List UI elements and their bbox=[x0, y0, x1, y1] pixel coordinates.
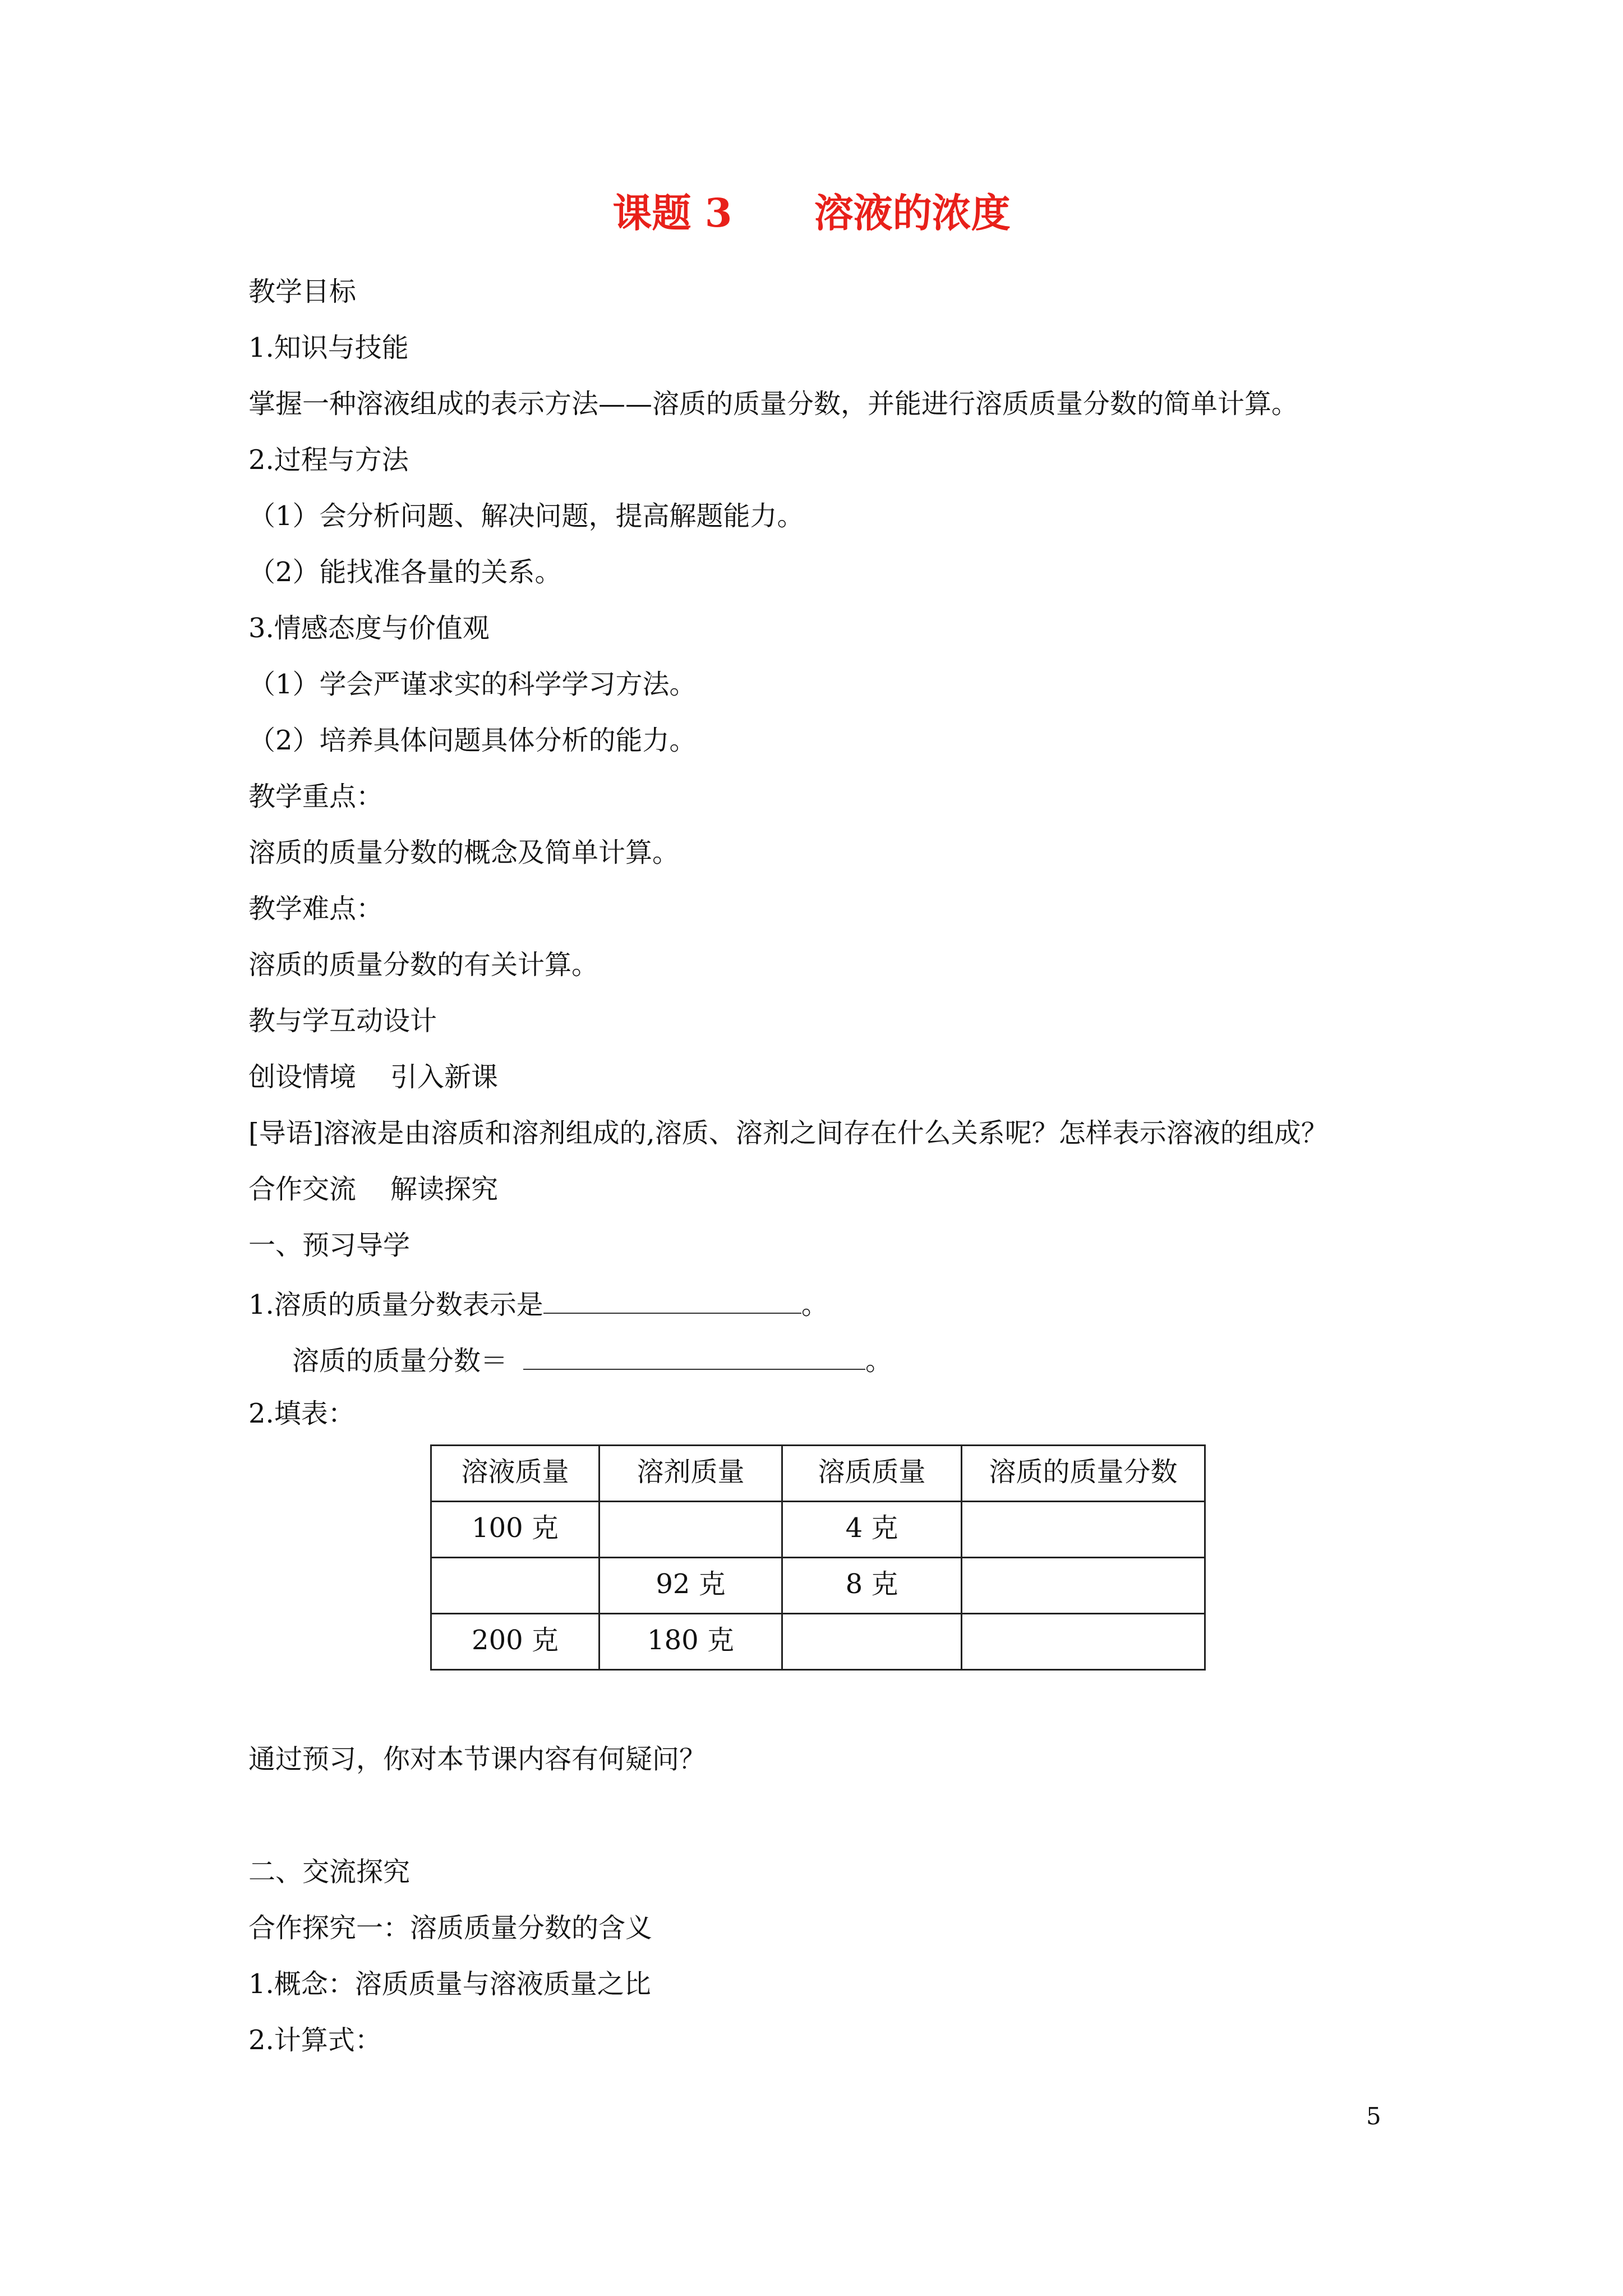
question-1 bbox=[248, 1288, 828, 1318]
text-line: 3.情感态度与价值观 bbox=[248, 613, 490, 644]
answer-blank[interactable] bbox=[543, 1288, 801, 1314]
text-line: （1）学会严谨求实的科学学习方法。 bbox=[248, 669, 697, 700]
table-cell-blank[interactable] bbox=[431, 1558, 600, 1614]
text-line: 合作探究一：溶质质量分数的含义 bbox=[248, 1912, 653, 1944]
table-cell-blank[interactable] bbox=[962, 1502, 1205, 1558]
table-cell-blank[interactable] bbox=[962, 1614, 1205, 1670]
text-line: 教学目标 bbox=[248, 276, 357, 307]
text-line: 2.计算式： bbox=[248, 2024, 382, 2056]
text-line: 2.过程与方法 bbox=[248, 444, 409, 476]
question-1b-prefix: 溶质的质量分数＝ bbox=[292, 1345, 508, 1377]
page-title: 课题 3 溶液的浓度 bbox=[612, 190, 1011, 236]
fill-in-table bbox=[430, 1444, 1206, 1671]
text-line: 溶质的质量分数的概念及简单计算。 bbox=[248, 837, 680, 868]
question-2-label: 2.填表： bbox=[248, 1398, 355, 1429]
formula-blank[interactable] bbox=[523, 1344, 865, 1370]
question-1-suffix: 。 bbox=[801, 1289, 828, 1320]
text-line: 教与学互动设计 bbox=[248, 1005, 437, 1037]
table-cell: 100 克 bbox=[431, 1502, 600, 1558]
text-line: （1）会分析问题、解决问题，提高解题能力。 bbox=[248, 500, 804, 532]
text-line: （2）培养具体问题具体分析的能力。 bbox=[248, 725, 697, 756]
table-header-cell: 溶质的质量分数 bbox=[962, 1446, 1205, 1502]
table-header-row bbox=[431, 1446, 1205, 1502]
table-row bbox=[431, 1502, 1205, 1558]
table-cell: 200 克 bbox=[431, 1614, 600, 1670]
text-line: 教学难点： bbox=[248, 893, 384, 924]
table-header-cell: 溶质质量 bbox=[782, 1446, 962, 1502]
text-line: 溶质的质量分数的有关计算。 bbox=[248, 949, 599, 981]
text-line: 1.概念：溶质质量与溶液质量之比 bbox=[248, 1968, 651, 2000]
text-line: 合作交流 解读探究 bbox=[248, 1174, 499, 1205]
table-header-cell: 溶液质量 bbox=[431, 1446, 600, 1502]
text-line: 创设情境 引入新课 bbox=[248, 1061, 499, 1093]
table-cell: 4 克 bbox=[782, 1502, 962, 1558]
text-line: 1.知识与技能 bbox=[248, 332, 409, 364]
table-header-cell: 溶剂质量 bbox=[600, 1446, 782, 1502]
table-cell: 92 克 bbox=[600, 1558, 782, 1614]
table-row bbox=[431, 1614, 1205, 1670]
page-number: 5 bbox=[1366, 2102, 1381, 2130]
text-line: [导语]溶液是由溶质和溶剂组成的,溶质、溶剂之间存在什么关系呢？怎样表示溶液的组成？ bbox=[248, 1117, 1328, 1149]
text-line: 教学重点： bbox=[248, 781, 384, 812]
text-line: 通过预习，你对本节课内容有何疑问？ bbox=[248, 1743, 707, 1775]
question-1b bbox=[292, 1344, 893, 1377]
table-cell-blank[interactable] bbox=[600, 1502, 782, 1558]
text-line: （2）能找准各量的关系。 bbox=[248, 556, 562, 588]
table-cell-blank[interactable] bbox=[782, 1614, 962, 1670]
question-1b-suffix: 。 bbox=[865, 1345, 893, 1377]
table-cell: 8 克 bbox=[782, 1558, 962, 1614]
text-line: 掌握一种溶液组成的表示方法——溶质的质量分数，并能进行溶质质量分数的简单计算。 bbox=[248, 388, 1299, 420]
table-cell: 180 克 bbox=[600, 1614, 782, 1670]
table-row bbox=[431, 1558, 1205, 1614]
section-heading: 二、交流探究 bbox=[248, 1856, 411, 1888]
text-line: 一、预习导学 bbox=[248, 1230, 411, 1261]
table-cell-blank[interactable] bbox=[962, 1558, 1205, 1614]
question-1-prefix: 1.溶质的质量分数表示是 bbox=[248, 1289, 543, 1320]
